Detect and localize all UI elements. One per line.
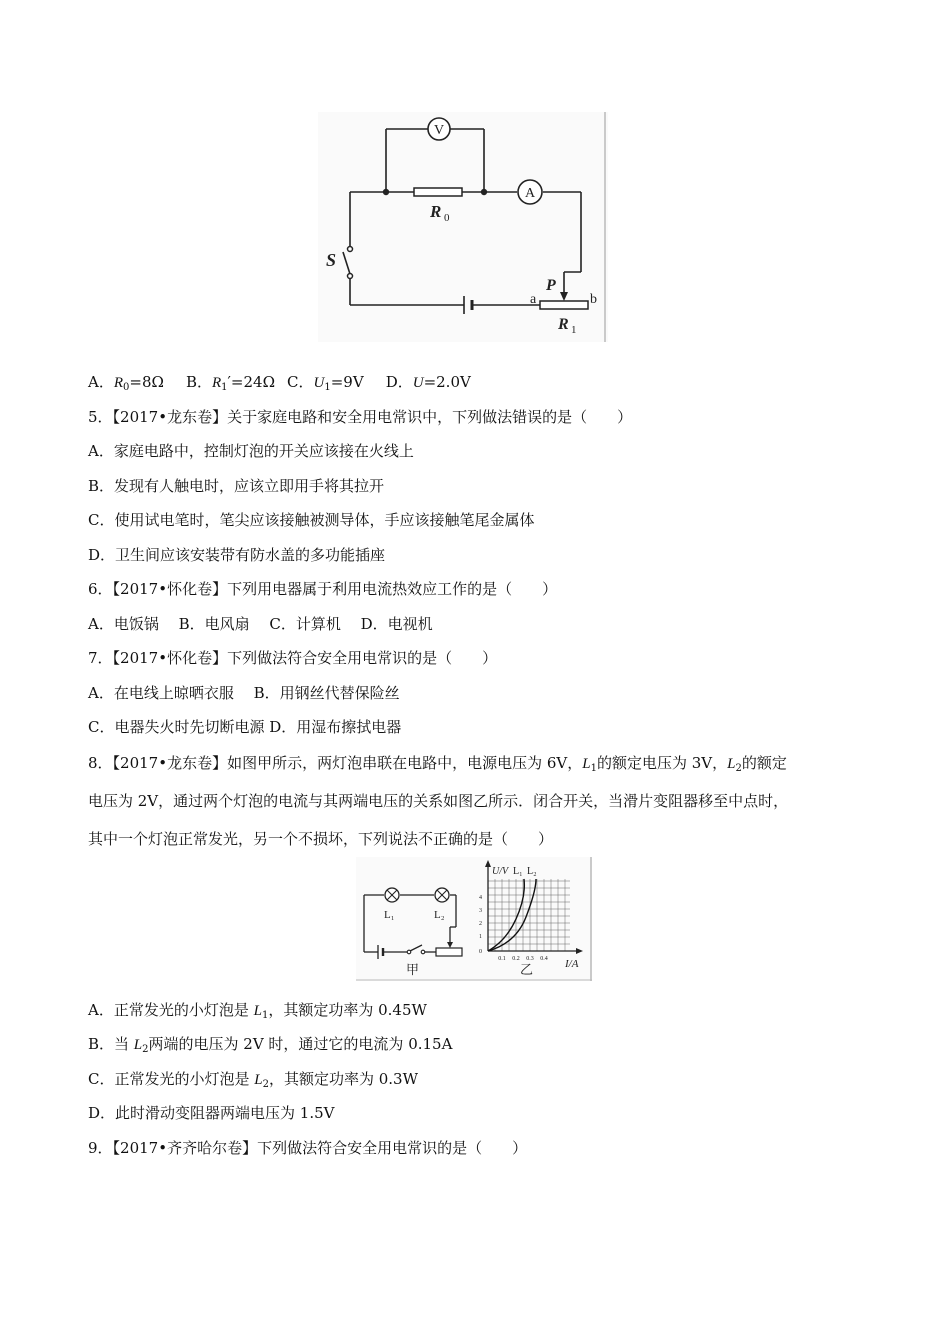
q8-option-c-subscript: 2 (262, 1079, 269, 1090)
q4-option-a-prefix: A． (88, 373, 114, 391)
q8-option-c (88, 1069, 418, 1095)
q8-option-a (88, 1000, 427, 1026)
q8-option-a-subscript: 1 (261, 1010, 269, 1021)
q5-option-c: C．使用试电笔时，笔尖应该接触被测导体，手应该接触笔尾金属体 (88, 511, 535, 529)
q4-option-c-prefix: C． (287, 373, 314, 391)
figure-2-svg (356, 857, 594, 983)
switch-contact-top (348, 247, 353, 252)
q8-line1-part-a: 8．【2017•龙东卷】如图甲所示，两灯泡串联在电路中，电源电压为 6V， (88, 754, 583, 772)
resistor-r0 (414, 188, 462, 196)
q8-option-c-symbol: L (254, 1072, 263, 1088)
graph-x-tick-01: 0.1 (498, 956, 506, 962)
graph-x-tick-02: 0.2 (512, 956, 520, 962)
figure-circuit-graph-2 (356, 857, 594, 983)
q6-options: A．电饭锅 B．电风扇 C．计算机 D．电视机 (88, 615, 433, 633)
q8-option-b-text: B．当 (88, 1035, 134, 1053)
q4-option-c-value: =9V (330, 373, 364, 391)
q5-option-a: A．家庭电路中，控制灯泡的开关应该接在火线上 (88, 442, 414, 460)
q4-option-b-prefix: B． (185, 373, 212, 391)
lamp-l2-label: L₂ (434, 909, 445, 921)
q8-option-c-rest: ，其额定功率为 0.3W (268, 1070, 419, 1088)
end-a-label: a (530, 292, 537, 307)
switch-contact-right (421, 950, 425, 954)
q8-stem-line2: 电压为 2V，通过两个灯泡的电流与其两端电压的关系如图乙所示．闭合开关，当滑片变阻器移至中点时， (88, 792, 789, 810)
q8-line1-subscript-2: 2 (735, 763, 742, 774)
junction-dot-right (481, 189, 487, 195)
q4-option-d-symbol: U (412, 375, 424, 391)
switch-contact-bottom (348, 274, 353, 279)
q5-option-d: D．卫生间应该安装带有防水盖的多功能插座 (88, 546, 386, 564)
rheostat-icon (436, 948, 462, 956)
q8-stem-line1 (88, 753, 787, 779)
q4-options (88, 372, 471, 398)
q8-line1-symbol-l2: L (727, 756, 736, 772)
r0-label: R (430, 202, 442, 221)
q4-option-a-value: =8Ω (129, 373, 164, 391)
graph-y-tick-4: 4 (479, 895, 482, 901)
graph-yi-label: 乙 (520, 962, 534, 977)
q8-option-b-symbol: L (133, 1037, 143, 1053)
q7-options-cd: C．电器失火时先切断电源 D．用湿布擦拭电器 (88, 718, 402, 736)
junction-dot-left (383, 189, 389, 195)
q4-option-d-value: =2.0V (423, 373, 471, 391)
q8-line1-part-c: 的额定 (741, 754, 787, 772)
q8-option-b-rest: 两端的电压为 2V 时，通过它的电流为 0.15A (148, 1035, 453, 1053)
q8-option-b-subscript: 2 (142, 1044, 149, 1055)
graph-y-tick-1: 1 (479, 934, 482, 940)
resistor-r1 (540, 301, 588, 309)
q8-option-c-text: C．正常发光的小灯泡是 (88, 1070, 255, 1088)
q8-stem-line3: 其中一个灯泡正常发光，另一个不损坏，下列说法不正确的是（ ） (88, 830, 554, 848)
graph-curve-l1-label: L₁ (513, 866, 523, 877)
q6-stem: 6．【2017•怀化卷】下列用电器属于利用电流热效应工作的是（ ） (88, 580, 558, 598)
r1-label: R (558, 316, 569, 333)
q8-option-a-rest: ，其额定功率为 0.45W (268, 1001, 427, 1019)
lamp-l1-label: L₁ (384, 909, 395, 921)
circuit-jia-label: 甲 (406, 962, 420, 977)
r0-subscript: 0 (444, 212, 450, 224)
q4-option-a-symbol: R (113, 375, 124, 391)
switch-label: S (326, 250, 337, 270)
q4-option-c-subscript: 1 (324, 382, 331, 393)
q8-option-b (88, 1034, 452, 1060)
q4-option-c-symbol: U (313, 375, 325, 391)
q4-option-b-subscript: 1 (221, 382, 228, 393)
q4-option-a-subscript: 0 (123, 382, 130, 393)
graph-y-tick-0: 0 (479, 949, 482, 955)
figure-circuit-1 (318, 112, 608, 344)
q4-option-b-value: ′=24Ω (227, 373, 276, 391)
q8-line1-symbol-l1: L (582, 756, 591, 772)
q9-stem: 9．【2017•齐齐哈尔卷】下列做法符合安全用电常识的是（ ） (88, 1139, 528, 1157)
ammeter-label: A (524, 186, 536, 201)
q8-option-a-text: A．正常发光的小灯泡是 (88, 1001, 254, 1019)
q8-option-d: D．此时滑动变阻器两端电压为 1.5V (88, 1104, 335, 1122)
q7-stem: 7．【2017•怀化卷】下列做法符合安全用电常识的是（ ） (88, 649, 498, 667)
graph-x-axis-label: I/A (565, 958, 579, 970)
graph-y-tick-2: 2 (479, 921, 482, 927)
q8-line1-subscript-1: 1 (590, 763, 597, 774)
slider-label: P (546, 277, 556, 294)
voltmeter-label: V (433, 123, 445, 138)
r1-subscript: 1 (571, 324, 577, 336)
q8-line1-part-b: 的额定电压为 3V， (596, 754, 728, 772)
q5-option-b: B．发现有人触电时，应该立即用手将其拉开 (88, 477, 385, 495)
q7-options-ab: A．在电线上晾晒衣服 B．用钢丝代替保险丝 (88, 684, 400, 702)
q8-option-a-symbol: L (253, 1003, 262, 1019)
graph-x-tick-04: 0.4 (540, 956, 548, 962)
end-b-label: b (590, 292, 597, 307)
circuit-diagram-1 (318, 112, 608, 344)
q4-option-d-prefix: D． (385, 373, 413, 391)
graph-curve-l2-label: L₂ (527, 866, 537, 877)
q4-option-b-symbol: R (211, 375, 222, 391)
graph-y-axis-label: U/V (492, 866, 509, 877)
graph-x-tick-03: 0.3 (526, 956, 534, 962)
q5-stem: 5．【2017•龙东卷】关于家庭电路和安全用电常识中，下列做法错误的是（ ） (88, 408, 633, 426)
graph-y-tick-3: 3 (479, 908, 482, 914)
